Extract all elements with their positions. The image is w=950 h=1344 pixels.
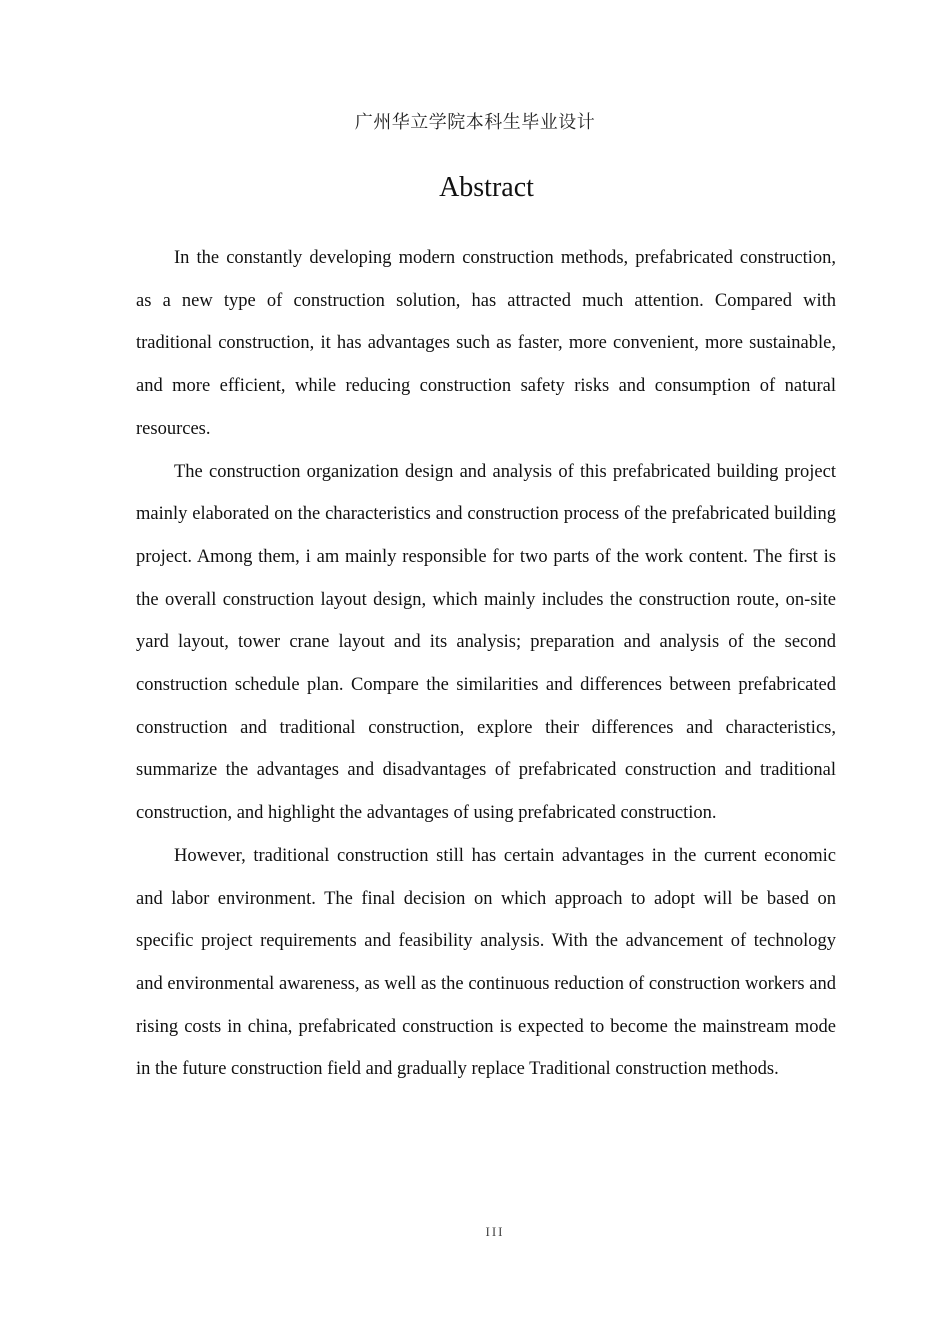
abstract-body <box>136 237 836 1091</box>
page-number: III <box>485 1224 505 1239</box>
page-title: Abstract <box>439 172 534 203</box>
running-header: 广州华立学院本科生毕业设计 <box>354 112 596 132</box>
abstract-paragraph-3: However, traditional construction still has certain advantages in the current economic and labor environment. The final decision on which approach to adopt will be based on specific project requirements and feasibility analysis. With the advancement of technology and environmental awareness, as well as the continuous reduction of construction workers and rising costs in china, prefabricated construction is expected to become the mainstream mode in the future construction field and gradually replace Traditional construction methods. <box>136 845 836 1080</box>
abstract-paragraph-1: In the constantly developing modern construction methods, prefabricated construction, as a new type of construction solution, has attracted much attention. Compared with traditional construction, it has advantages such as faster, more convenient, more sustainable, and more efficient, while reducing construction safety risks and consumption of natural resources. <box>136 248 836 439</box>
abstract-paragraph-2: The construction organization design and analysis of this prefabricated building project mainly elaborated on the characteristics and construction process of the prefabricated building project. Among them, i am mainly responsible for two parts of the work content. The first is the overall construction layout design, which mainly includes the construction route, on-site yard layout, tower crane layout and its analysis; preparation and analysis of the second construction schedule plan. Compare the similarities and differences between prefabricated construction and traditional construction, explore their differences and characteristics, summarize the advantages and disadvantages of prefabricated construction and traditional construction, and highlight the advantages of using prefabricated construction. <box>136 461 836 824</box>
